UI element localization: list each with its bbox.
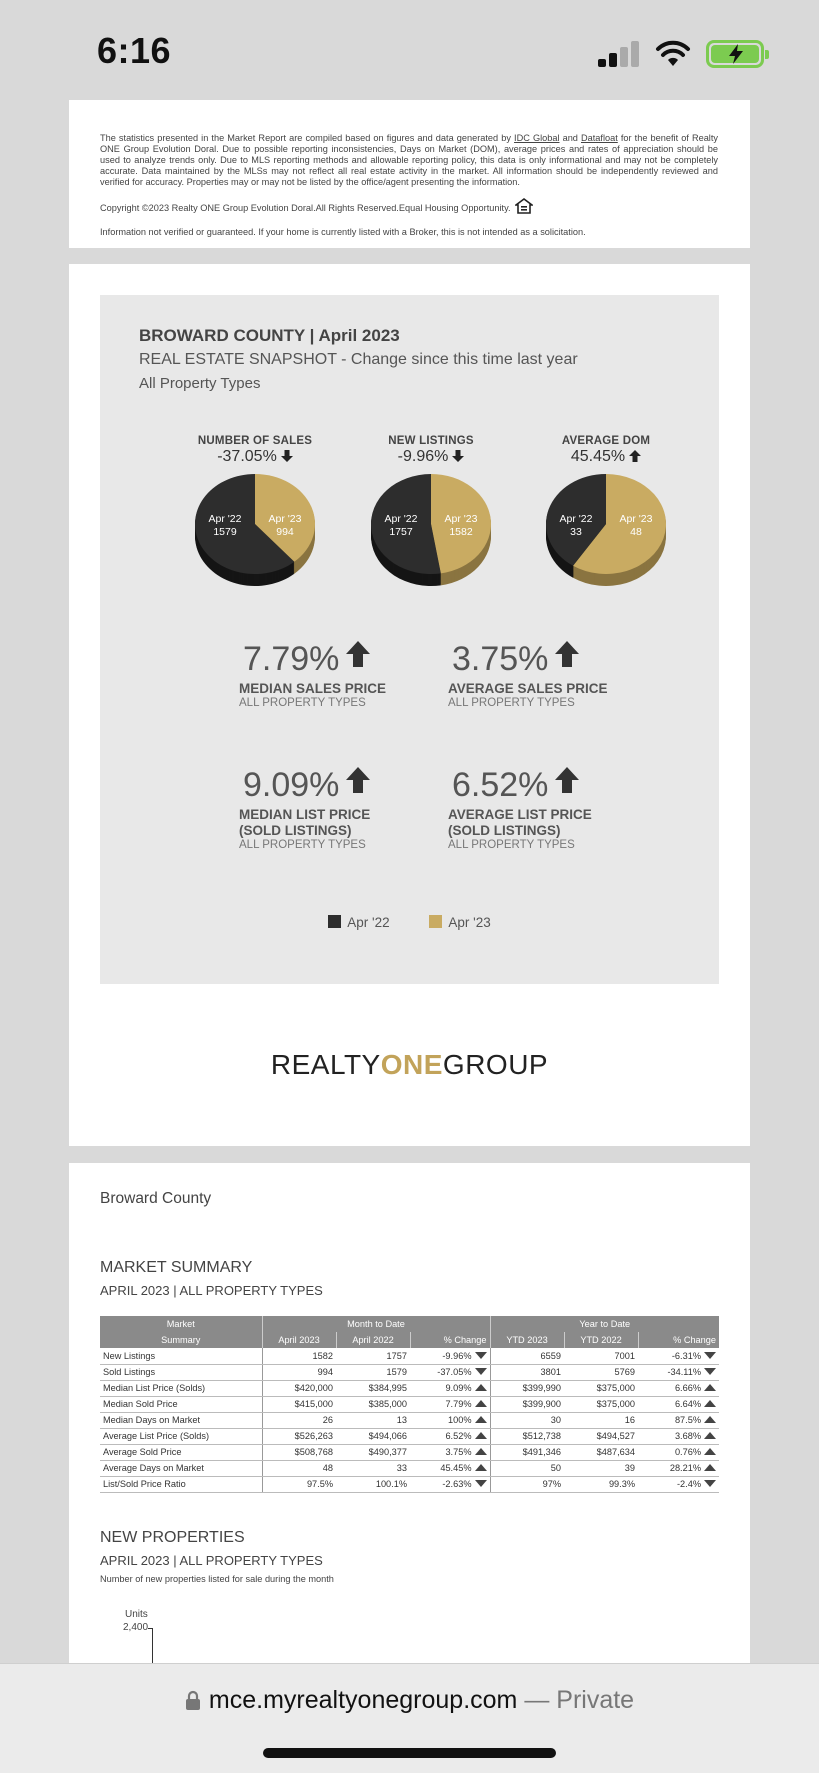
equal-housing-icon: [515, 198, 533, 214]
legend-apr22: Apr '22: [328, 915, 389, 930]
table-row: Average List Price (Solds) $526,263 $494,066 6.52% $512,738 $494,527 3.68%: [100, 1428, 719, 1444]
down-arrow-icon: [281, 450, 293, 462]
pie-average-dom: [526, 435, 686, 588]
safari-url-bar[interactable]: [0, 1663, 819, 1773]
up-arrow-icon: [345, 766, 371, 794]
disclaimer-card: [69, 100, 750, 248]
up-triangle-icon: [704, 1415, 716, 1424]
snapshot-card: [69, 264, 750, 1146]
signal-icon: [598, 41, 640, 67]
disclaimer-text: The statistics presented in the Market Report are compiled based on figures and data generated by IDC Global and Datafloat for the benefit of Realty ONE Group Evolution Doral. Due to possible reporting inconsistencies, Days on Market (DOM), average prices and rates of appreciation should be used to analyze trends only. Due to MLS reporting methods and allowable reporting policy, this data is only informational and may not be completely accurate. Data maintained by the MLSs may not reflect all real estate activity in the market. All information should be independently reviewed and verified for accuracy. Properties may or may not be listed by the office/agent presenting the information.: [100, 133, 718, 187]
up-triangle-icon: [475, 1447, 487, 1456]
address-field[interactable]: mce.myrealtyonegroup.com — Private: [0, 1686, 819, 1715]
market-summary-table: Market Month to Date Year to Date Summary April 2023 April 2022 % Change YTD 2023 YTD 2022 % Change New Listings 1582 1757 -9.96% 6559 7001 -6.31% Sold Listings 994 1579 -37.05% 3801 5769 -34.11% Median List Price (Solds) $420,000 $384,995 9.09% $399,990 $375,000 6.66% Median Sold Price $415,000 $385,000 7.79% $399,900 $375,000 6.64% Median Days on Market 26 13 100% 30 16 87.5% Average List Price (Solds) $526,263 $494,066 6.52% $512,738 $494,527 3.68% Average Sold Price $508,768 $490,377 3.75% $491,346 $487,634 0.76% Average Days on Market 48 33 45.45% 50 39 28.21% List/Sold Price Ratio 97.5% 100.1% -2.63% 97% 99.3% -2.4%: [100, 1316, 719, 1493]
up-arrow-icon: [554, 640, 580, 668]
pie-label-apr22: Apr '22: [559, 513, 593, 525]
status-bar: [0, 0, 819, 100]
battery-icon: [706, 40, 764, 68]
table-row: Average Sold Price $508,768 $490,377 3.75% $491,346 $487,634 0.76%: [100, 1444, 719, 1460]
chart-y-axis-tick: [148, 1628, 153, 1629]
down-triangle-icon: [475, 1479, 487, 1488]
pie-title: AVERAGE DOM: [561, 435, 651, 447]
up-triangle-icon: [475, 1415, 487, 1424]
snapshot-panel: [100, 295, 719, 984]
table-row: Median Sold Price $415,000 $385,000 7.79% $399,900 $375,000 6.64%: [100, 1396, 719, 1412]
pie-chart: [193, 470, 317, 588]
pie-title: NUMBER OF SALES: [197, 435, 313, 447]
up-triangle-icon: [475, 1431, 487, 1440]
pie-number-of-sales: [175, 435, 335, 588]
snapshot-title: BROWARD COUNTY | April 2023: [139, 326, 400, 345]
pie-value-apr23: 994: [276, 526, 294, 538]
legend-apr23: Apr '23: [429, 915, 490, 930]
table-row: Average Days on Market 48 33 45.45% 50 39 28.21%: [100, 1460, 719, 1476]
up-arrow-icon: [554, 766, 580, 794]
new-properties-subtitle: APRIL 2023 | ALL PROPERTY TYPES: [100, 1553, 323, 1568]
pie-value-apr23: 48: [630, 526, 642, 538]
down-arrow-icon: [452, 450, 464, 462]
new-properties-description: Number of new properties listed for sale during the month: [100, 1574, 334, 1584]
market-summary-subtitle: APRIL 2023 | ALL PROPERTY TYPES: [100, 1283, 323, 1298]
pie-change: 45.45%: [526, 448, 686, 466]
market-summary-card: [69, 1163, 750, 1663]
copyright-line: Copyright ©2023 Realty ONE Group Evolution Doral.All Rights Reserved.Equal Housing Opportunity.: [100, 198, 533, 214]
pie-chart: [369, 470, 493, 588]
realty-one-group-logo: REALTYONEGROUP: [270, 1049, 549, 1080]
stat-median-sales-price: 7.79% MEDIAN SALES PRICE ALL PROPERTY TYPES: [239, 640, 387, 709]
pie-label-apr23: Apr '23: [619, 513, 653, 525]
snapshot-subtitle: REAL ESTATE SNAPSHOT - Change since this time last year: [139, 351, 578, 368]
pie-new-listings: [351, 435, 511, 588]
up-triangle-icon: [475, 1399, 487, 1408]
status-time: 6:16: [97, 30, 172, 71]
table-row: Median Days on Market 26 13 100% 30 16 87.5%: [100, 1412, 719, 1428]
home-indicator[interactable]: [263, 1748, 556, 1758]
chart-y-axis-label: Units: [125, 1609, 148, 1620]
pie-label-apr23: Apr '23: [444, 513, 478, 525]
lock-icon: [185, 1690, 201, 1710]
up-triangle-icon: [704, 1463, 716, 1472]
new-properties-title: NEW PROPERTIES: [100, 1529, 245, 1546]
up-triangle-icon: [704, 1431, 716, 1440]
up-triangle-icon: [475, 1463, 487, 1472]
stat-average-sales-price: 3.75% AVERAGE SALES PRICE ALL PROPERTY TYPES: [448, 640, 608, 709]
snapshot-property-types: All Property Types: [139, 375, 261, 392]
table-row: New Listings 1582 1757 -9.96% 6559 7001 -6.31%: [100, 1348, 719, 1364]
pie-value-apr22: 1757: [389, 526, 413, 538]
up-triangle-icon: [704, 1447, 716, 1456]
pie-title: NEW LISTINGS: [388, 435, 474, 447]
pie-value-apr22: 33: [570, 526, 582, 538]
pie-value-apr22: 1579: [213, 526, 237, 538]
table-row: Median List Price (Solds) $420,000 $384,995 9.09% $399,990 $375,000 6.66%: [100, 1380, 719, 1396]
down-triangle-icon: [704, 1479, 716, 1488]
pie-label-apr22: Apr '22: [208, 513, 242, 525]
idc-global-link[interactable]: IDC Global: [514, 133, 560, 143]
up-triangle-icon: [704, 1383, 716, 1392]
stat-median-list-price: 9.09% MEDIAN LIST PRICE (SOLD LISTINGS) ALL PROPERTY TYPES: [239, 766, 371, 851]
county-heading: Broward County: [100, 1190, 212, 1207]
chart-y-axis: [152, 1628, 153, 1663]
pie-label-apr22: Apr '22: [384, 513, 418, 525]
table-row: List/Sold Price Ratio 97.5% 100.1% -2.63% 97% 99.3% -2.4%: [100, 1476, 719, 1492]
market-summary-title: MARKET SUMMARY: [100, 1259, 253, 1276]
pie-legend: [100, 915, 719, 930]
down-triangle-icon: [704, 1351, 716, 1360]
pie-value-apr23: 1582: [449, 526, 473, 538]
down-triangle-icon: [475, 1367, 487, 1376]
pie-change: -37.05%: [175, 448, 335, 466]
down-triangle-icon: [475, 1351, 487, 1360]
up-arrow-icon: [629, 450, 641, 462]
wifi-icon: [655, 40, 691, 68]
pie-chart: [544, 470, 668, 588]
table-row: Sold Listings 994 1579 -37.05% 3801 5769 -34.11%: [100, 1364, 719, 1380]
up-arrow-icon: [345, 640, 371, 668]
down-triangle-icon: [704, 1367, 716, 1376]
pie-change: -9.96%: [351, 448, 511, 466]
not-verified-text: Information not verified or guaranteed. If your home is currently listed with a Broker, this is not intended as a solicitation.: [100, 227, 586, 237]
up-triangle-icon: [704, 1399, 716, 1408]
up-triangle-icon: [475, 1383, 487, 1392]
datafloat-link[interactable]: Datafloat: [581, 133, 618, 143]
pie-label-apr23: Apr '23: [268, 513, 302, 525]
stat-average-list-price: 6.52% AVERAGE LIST PRICE (SOLD LISTINGS) ALL PROPERTY TYPES: [448, 766, 592, 851]
chart-y-tick: 2,400: [123, 1622, 149, 1633]
